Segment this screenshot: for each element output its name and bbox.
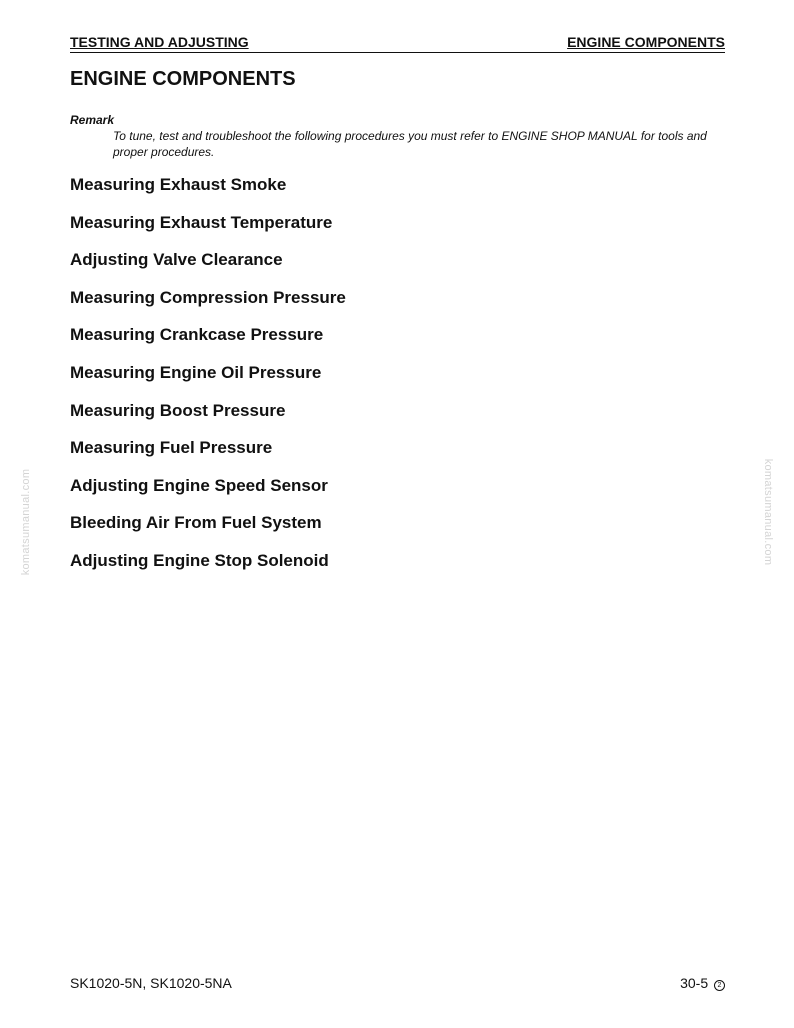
procedure-item: Measuring Boost Pressure [70, 400, 286, 420]
revision-mark: 2 [714, 980, 725, 991]
procedure-list [70, 174, 346, 588]
header-chapter-title: ENGINE COMPONENTS [567, 34, 725, 50]
procedure-item: Measuring Exhaust Smoke [70, 175, 287, 194]
procedure-item: Adjusting Valve Clearance [70, 250, 283, 270]
procedure-item: Measuring Fuel Pressure [70, 438, 273, 458]
page-title: ENGINE COMPONENTS [70, 68, 296, 90]
procedure-item: Adjusting Engine Speed Sensor [70, 475, 328, 495]
procedure-item: Measuring Crankcase Pressure [70, 325, 324, 345]
remark-text: To tune, test and troubleshoot the following procedures you must refer to ENGINE SHOP MANUAL for tools and proper procedures. [113, 129, 707, 159]
footer-model-numbers: SK1020-5N, SK1020-5NA [70, 975, 232, 991]
page-header [70, 34, 725, 53]
procedure-item: Measuring Engine Oil Pressure [70, 362, 322, 382]
watermark-right: komatsumanual.com [762, 458, 774, 566]
page-number: 30-5 [680, 975, 709, 991]
watermark-left: komatsumanual.com [20, 468, 32, 576]
procedure-item: Measuring Exhaust Temperature [70, 212, 333, 232]
remark-label: Remark [70, 113, 115, 127]
footer-page-number [680, 974, 725, 992]
procedure-item: Adjusting Engine Stop Solenoid [70, 550, 329, 570]
header-section-title: TESTING AND ADJUSTING [70, 34, 249, 50]
procedure-item: Bleeding Air From Fuel System [70, 513, 322, 533]
procedure-item: Measuring Compression Pressure [70, 287, 346, 307]
